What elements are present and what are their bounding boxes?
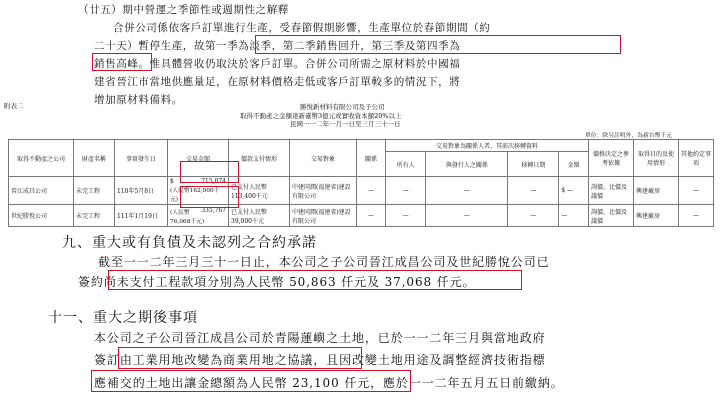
- section25-line1: 合併公司係依客戶訂單進行生產，受春節假期影響，生產單位於春節期間（約: [113, 22, 491, 34]
- attachment-subtitle: 取得不動產之金額達新臺幣3億元或實收資本額20%以上: [240, 112, 402, 120]
- cell-move-amount: [559, 205, 589, 227]
- header-owner-relation: 與發行人之關係: [426, 152, 508, 177]
- section11-line1: 本公司之子公司晉江成昌公司於青陽蓮嶼之土地，已於一一二年三月與當地政府: [94, 331, 546, 345]
- header-company: 取得不動產之公司: [9, 140, 74, 177]
- section25-heading: （廿五）期中營運之季節性或週期性之解釋: [78, 4, 289, 16]
- section9-line2-b: 。: [462, 275, 476, 289]
- cell-amount-value: 335,767: [201, 206, 226, 214]
- section9-heading: 九、重大或有負債及未認列之合約承諾: [62, 235, 317, 251]
- cell-move-amount-value: —: [566, 187, 573, 194]
- cell-amount-rmb: (人民幣76,068千元): [170, 209, 205, 225]
- highlight-box-peak: [92, 53, 152, 71]
- cell-currency: $: [170, 178, 174, 185]
- cell-amount-value: 715,074: [201, 178, 226, 185]
- section25-line3-highlight: 銷售高峰: [94, 58, 139, 70]
- section9-line1: 截至一一二年三月三十一日止，本公司之子公司晉江成昌公司及世紀勝悅公司已: [98, 255, 550, 269]
- header-amount: 交易金額: [168, 140, 229, 177]
- header-move-amount: 金額: [559, 152, 589, 177]
- section11-line3-b: ，應於一一二年五月五日前繳納。: [370, 376, 564, 390]
- cell-purpose: 興建廠房: [634, 205, 679, 227]
- highlight-box-amount-1: [180, 161, 239, 183]
- cell-payment: 已支付人民幣39,000千元: [229, 205, 290, 227]
- header-other: 其他約定事項: [679, 140, 714, 177]
- table-header-row: [9, 140, 714, 152]
- header-property: 財產名稱: [74, 140, 115, 177]
- header-owner: 所有人: [386, 152, 426, 177]
- cell-move-currency: $: [561, 187, 566, 194]
- header-counterparty: 交易對象: [290, 140, 357, 177]
- section25-line3-b: 。惟具體營收仍取決於客戶訂單。合併公司所需之原材料於中國福: [138, 58, 461, 70]
- cell-other: —: [679, 205, 714, 227]
- cell-basis: 詢價、比價及議價: [589, 177, 634, 205]
- section25-line2-a: 二十天）暫停生產，: [94, 40, 194, 52]
- section11-line2-highlight: 由工業用地改變為商業用地之協議: [119, 353, 314, 367]
- cell-company: 世紀勝悅公司: [9, 205, 74, 227]
- cell-owner-relation: —: [426, 205, 508, 227]
- attachment-table: [8, 139, 714, 227]
- cell-property: 未完工程: [74, 177, 115, 205]
- section11-line2-b: ，且因改變土地用途及調整經濟技術指標: [313, 353, 546, 367]
- highlight-box-commitments: [108, 270, 522, 290]
- cell-relation: —: [357, 177, 386, 205]
- section9-line2-highlight: 尚未支付工程款項分別為人民幣 50,863 仟元及 37,068 仟元: [103, 275, 463, 289]
- cell-purpose: 興建廠房: [634, 177, 679, 205]
- highlight-box-seasonal: [255, 35, 621, 54]
- highlight-box-land-fee: [91, 370, 411, 392]
- section25-line5: 增加原材料備料。: [94, 94, 183, 106]
- cell-owner-relation: —: [426, 177, 508, 205]
- cell-move-date: —: [508, 177, 559, 205]
- header-basis: 價格決定之參考依據: [589, 140, 634, 177]
- attachment-label: 附表二: [4, 102, 24, 110]
- cell-move-amount-value: —: [561, 212, 568, 219]
- section25-line4: 建省晉江市當地供應量足，在原材料價格走低或客戶訂單較多的情況下，將: [94, 76, 461, 88]
- cell-property: 未完工程: [74, 205, 115, 227]
- attachment-period: 民國一一二年一月一日至三月三十一日: [290, 120, 401, 128]
- section11-heading: 十一、重大之期後事項: [48, 310, 198, 326]
- highlight-box-land-use: [118, 347, 362, 369]
- header-move-date: 移轉日期: [508, 152, 559, 177]
- section9-line2-a: 簽約: [78, 275, 104, 289]
- header-payment: 價款支付情形: [229, 140, 290, 177]
- attachment-unit: 單位：除另註明外，為新台幣千元: [585, 133, 672, 139]
- header-group-related: 交易對象為關係人者，其前次移轉資料: [386, 140, 589, 152]
- cell-date: 110年5月8日: [115, 177, 168, 205]
- cell-amount-rmb: (人民幣162,000千元): [170, 188, 220, 203]
- cell-date: 111年1月19日: [115, 205, 168, 227]
- header-relation: 關係: [357, 140, 386, 177]
- cell-other: —: [679, 177, 714, 205]
- cell-counterparty: 中建同潤(福建省)建設有限公司: [290, 205, 357, 227]
- header-purpose: 取得目的及使用情形: [634, 140, 679, 177]
- section11-line3-highlight: 應補交的土地出讓金總額為人民幣 23,100 仟元: [94, 376, 371, 390]
- cell-move-date: —: [508, 205, 559, 227]
- section11-line2-a: 簽訂: [94, 353, 120, 367]
- cell-counterparty: 中建同潤(福建省)建設有限公司: [290, 177, 357, 205]
- highlight-box-amount-2: [180, 186, 239, 208]
- cell-company: 晉江成昌公司: [9, 177, 74, 205]
- cell-relation: —: [357, 205, 386, 227]
- cell-basis: 詢價、比價及議價: [589, 205, 634, 227]
- header-date: 事實發生日: [115, 140, 168, 177]
- cell-owner: —: [386, 205, 426, 227]
- cell-owner: —: [386, 177, 426, 205]
- cell-payment: 已支付人民幣113,400千元: [229, 177, 290, 205]
- section25-line2-highlight: 故第一季為淡季，第二季銷售回升，第三季及第四季為: [193, 40, 461, 52]
- cell-move-amount: [559, 177, 589, 205]
- attachment-company: 勝悅新材料有限公司及子公司: [300, 103, 385, 111]
- table-row: [9, 177, 714, 205]
- table-row: [9, 205, 714, 227]
